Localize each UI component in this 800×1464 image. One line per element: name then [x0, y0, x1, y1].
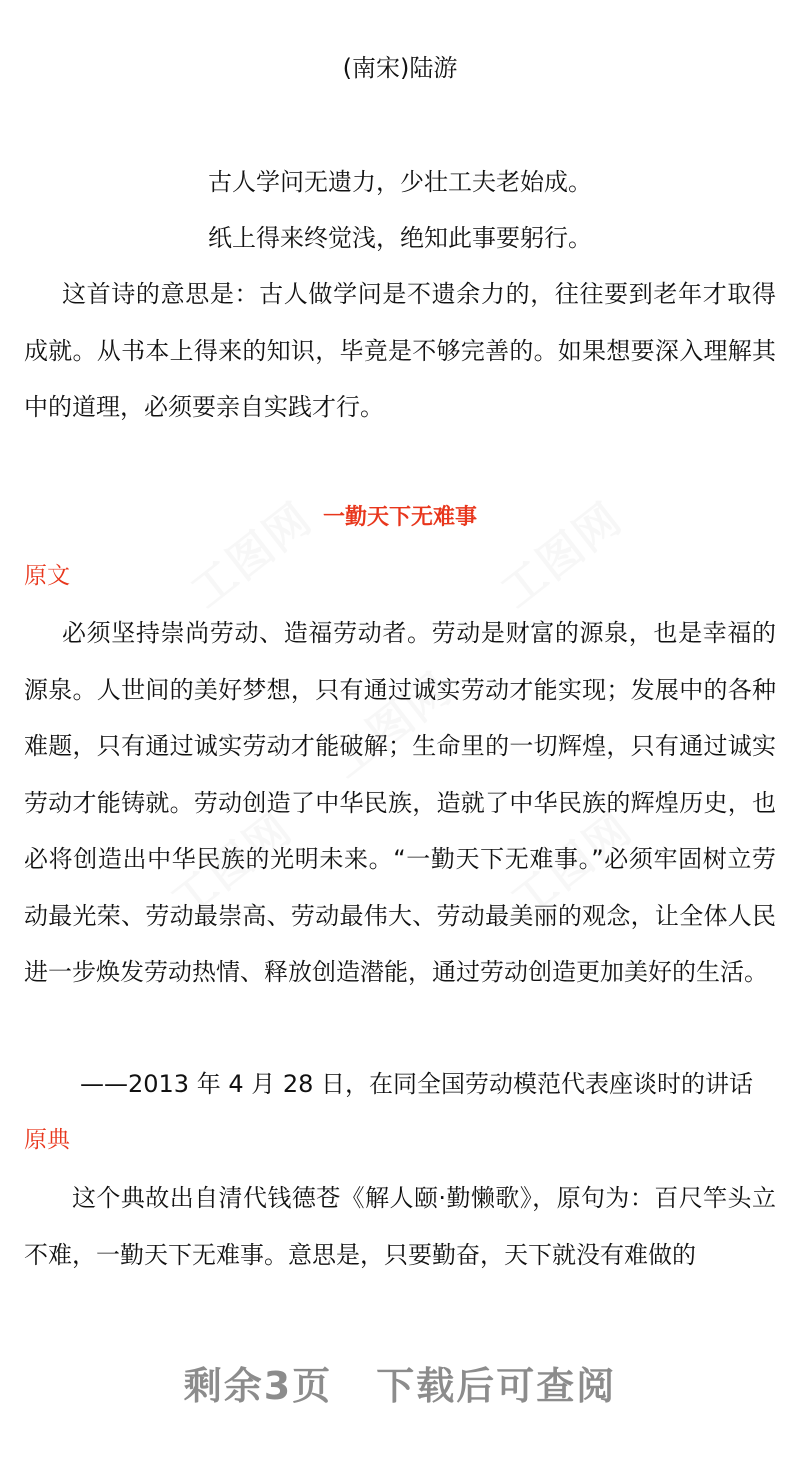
original-label: 原文	[24, 563, 70, 589]
poem-author: (南宋)陆游	[342, 54, 458, 82]
poem-line-2: 纸上得来终觉浅，绝知此事要躬行。	[208, 224, 592, 252]
source-label: 原典	[24, 1127, 70, 1153]
watermark: 工图网	[181, 492, 322, 619]
section-title: 一勤天下无难事	[322, 505, 477, 530]
watermark: 工图网	[491, 492, 632, 619]
watermark: 工图网	[161, 802, 302, 929]
download-prompt[interactable]	[0, 1362, 800, 1410]
watermark: 工图网	[321, 662, 462, 789]
attribution: ——2013 年 4 月 28 日，在同全国劳动模范代表座谈时的讲话	[80, 1070, 754, 1098]
watermark: 工图网	[501, 802, 642, 929]
original-text: 必须坚持崇尚劳动、造福劳动者。劳动是财富的源泉，也是幸福的源泉。人世间的美好梦想，只有通过诚实劳动才能实现；发展中的各种难题，只有通过诚实劳动才能破解；生命里的一切辉煌，只有通过诚实劳动才能铸就。劳动创造了中华民族，造就了中华民族的辉煌历史，也必将创造出中华民族的光明未来。“一勤天下无难事。”必须牢固树立劳动最光荣、劳动最崇高、劳动最伟大、劳动最美丽的观念，让全体人民进一步焕发劳动热情、释放创造潜能，通过劳动创造更加美好的生活。	[24, 619, 776, 986]
source-text: 这个典故出自清代钱德苍《解人颐·勤懒歌》，原句为：百尺竿头立不难，一勤天下无难事。意思是，只要勤奋，天下就没有难做的	[24, 1184, 776, 1269]
poem-line-1: 古人学问无遗力，少壮工夫老始成。	[208, 168, 592, 196]
download-to-view-text: 下载后可查阅	[376, 1364, 617, 1408]
poem-meaning: 这首诗的意思是：古人做学问是不遗余力的，往往要到老年才取得成就。从书本上得来的知识，毕竟是不够完善的。如果想要深入理解其中的道理，必须要亲自实践才行。	[24, 280, 776, 421]
remaining-pages-text: 剩余3页	[183, 1364, 333, 1408]
